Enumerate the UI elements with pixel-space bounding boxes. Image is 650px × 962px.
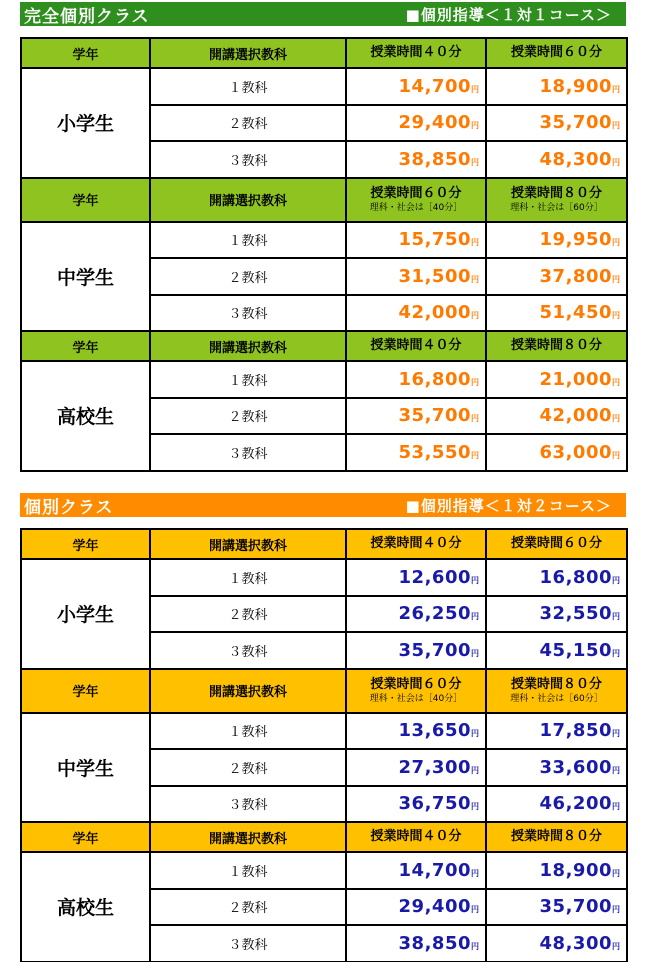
price-value: 29,400 [398,896,471,918]
time2-header [486,178,627,222]
time2-label: 授業時間８０分 [510,185,602,201]
time2-label: 授業時間８０分 [510,338,602,353]
subjects-cell: ３教科 [150,632,346,669]
price-cell [346,632,486,669]
yen-mark: 円 [471,311,479,321]
grade-header: 学年 [21,669,150,713]
price-value: 19,950 [539,229,612,251]
yen-mark: 円 [612,238,620,248]
header-row [21,669,627,713]
table-row [21,559,627,596]
section-bar-1on2 [20,493,626,517]
price-cell [346,559,486,596]
time1-header [346,669,486,713]
price-value: 36,750 [398,793,471,815]
section-bar-1on1 [20,2,626,26]
grade-cell: 小学生 [21,68,150,178]
price-value: 46,200 [539,793,612,815]
price-value: 15,750 [398,229,471,251]
subjects-header: 開講選択教科 [150,822,346,852]
grade-header: 学年 [21,822,150,852]
section-title: 完全個別クラス [24,6,150,27]
time1-header [346,529,486,559]
price-value: 38,850 [398,148,471,170]
price-value: 17,850 [539,720,612,742]
time2-label: 授業時間８０分 [510,829,602,844]
time2-note: 理科・社会は［60分］ [510,202,603,213]
yen-mark: 円 [612,729,620,739]
time2-header [486,38,627,68]
price-cell [346,749,486,786]
time2-header [486,669,627,713]
subjects-cell: １教科 [150,559,346,596]
yen-mark: 円 [612,802,620,812]
time2-label: 授業時間６０分 [510,45,602,60]
price-cell [346,852,486,889]
price-value: 18,900 [539,75,612,97]
yen-mark: 円 [612,612,620,622]
section-title: 個別クラス [24,497,114,518]
yen-mark: 円 [471,941,479,951]
price-cell [346,925,486,962]
price-value: 35,700 [539,112,612,134]
price-cell [346,434,486,471]
price-cell [486,632,627,669]
yen-mark: 円 [612,121,620,131]
price-cell [346,141,486,178]
header-row [21,178,627,222]
yen-mark: 円 [612,648,620,658]
price-cell [346,398,486,435]
time1-label: 授業時間４０分 [370,829,462,844]
subjects-header: 開講選択教科 [150,331,346,361]
subjects-cell: ３教科 [150,925,346,962]
yen-mark: 円 [471,612,479,622]
price-value: 42,000 [539,405,612,427]
price-cell [486,852,627,889]
price-value: 35,700 [539,896,612,918]
price-cell [486,361,627,398]
price-cell [346,105,486,142]
time1-label: 授業時間６０分 [370,676,462,692]
subjects-header: 開講選択教科 [150,669,346,713]
time1-label: 授業時間４０分 [370,338,462,353]
time1-note: 理科・社会は［40分］ [369,202,463,213]
price-value: 53,550 [398,441,471,463]
table-row [21,713,627,750]
subjects-cell: ３教科 [150,141,346,178]
yen-mark: 円 [471,121,479,131]
time2-header [486,822,627,852]
price-value: 21,000 [539,368,612,390]
yen-mark: 円 [612,84,620,94]
subjects-header: 開講選択教科 [150,529,346,559]
grade-header: 学年 [21,178,150,222]
yen-mark: 円 [471,274,479,284]
yen-mark: 円 [471,84,479,94]
time1-label: 授業時間４０分 [370,45,462,60]
grade-cell: 中学生 [21,713,150,823]
grade-cell: 小学生 [21,559,150,669]
yen-mark: 円 [471,802,479,812]
yen-mark: 円 [471,648,479,658]
price-value: 38,850 [398,932,471,954]
price-cell [486,786,627,823]
time2-label: 授業時間８０分 [510,676,602,692]
course-label: ■個別指導＜１対２コース＞ [405,496,612,515]
price-cell [486,596,627,633]
yen-mark: 円 [612,450,620,460]
table-row [21,68,627,105]
time2-header [486,529,627,559]
yen-mark: 円 [612,311,620,321]
price-cell [346,258,486,295]
grade-cell: 高校生 [21,361,150,471]
subjects-cell: ２教科 [150,398,346,435]
price-cell [486,398,627,435]
subjects-header: 開講選択教科 [150,38,346,68]
time1-header [346,331,486,361]
yen-mark: 円 [612,765,620,775]
yen-mark: 円 [471,729,479,739]
time1-header [346,822,486,852]
yen-mark: 円 [471,377,479,387]
price-cell [346,68,486,105]
subjects-cell: １教科 [150,852,346,889]
price-cell [486,295,627,332]
price-value: 16,800 [398,368,471,390]
time1-note: 理科・社会は［40分］ [369,693,463,704]
price-cell [486,258,627,295]
price-value: 13,650 [398,720,471,742]
yen-mark: 円 [612,905,620,915]
grade-cell: 中学生 [21,222,150,332]
yen-mark: 円 [612,377,620,387]
price-cell [486,434,627,471]
course-label: ■個別指導＜１対１コース＞ [405,5,612,24]
subjects-cell: ２教科 [150,889,346,926]
yen-mark: 円 [471,868,479,878]
price-cell [346,222,486,259]
yen-mark: 円 [612,941,620,951]
price-value: 32,550 [539,603,612,625]
price-value: 48,300 [539,148,612,170]
table-row [21,852,627,889]
price-cell [346,596,486,633]
table-row [21,361,627,398]
price-cell [346,786,486,823]
subjects-cell: １教科 [150,68,346,105]
price-value: 26,250 [398,603,471,625]
price-cell [486,68,627,105]
price-value: 33,600 [539,756,612,778]
grade-header: 学年 [21,529,150,559]
subjects-header: 開講選択教科 [150,178,346,222]
yen-mark: 円 [471,238,479,248]
price-table-1on2 [20,528,628,962]
subjects-cell: ２教科 [150,258,346,295]
yen-mark: 円 [612,868,620,878]
subjects-cell: １教科 [150,361,346,398]
price-cell [486,559,627,596]
price-cell [486,141,627,178]
header-row [21,529,627,559]
subjects-cell: ２教科 [150,596,346,633]
price-value: 16,800 [539,566,612,588]
time1-label: 授業時間４０分 [370,536,462,551]
price-value: 29,400 [398,112,471,134]
price-value: 42,000 [398,302,471,324]
header-row [21,822,627,852]
yen-mark: 円 [612,274,620,284]
yen-mark: 円 [471,414,479,424]
subjects-cell: ２教科 [150,749,346,786]
time2-note: 理科・社会は［60分］ [510,693,603,704]
price-cell [486,925,627,962]
price-value: 37,800 [539,265,612,287]
price-cell [486,105,627,142]
grade-header: 学年 [21,331,150,361]
table-row [21,222,627,259]
price-value: 14,700 [398,859,471,881]
price-value: 35,700 [398,639,471,661]
time1-label: 授業時間６０分 [370,185,462,201]
subjects-cell: １教科 [150,713,346,750]
yen-mark: 円 [471,450,479,460]
subjects-cell: ３教科 [150,295,346,332]
subjects-cell: ２教科 [150,105,346,142]
price-value: 31,500 [398,265,471,287]
subjects-cell: １教科 [150,222,346,259]
time1-header [346,38,486,68]
price-cell [486,222,627,259]
grade-cell: 高校生 [21,852,150,962]
price-value: 12,600 [398,566,471,588]
price-cell [486,749,627,786]
price-value: 45,150 [539,639,612,661]
subjects-cell: ３教科 [150,786,346,823]
yen-mark: 円 [612,414,620,424]
price-cell [346,295,486,332]
yen-mark: 円 [471,905,479,915]
price-value: 48,300 [539,932,612,954]
price-table-1on1 [20,37,628,472]
yen-mark: 円 [471,575,479,585]
price-cell [486,889,627,926]
price-value: 35,700 [398,405,471,427]
price-cell [486,713,627,750]
price-value: 18,900 [539,859,612,881]
yen-mark: 円 [612,157,620,167]
price-value: 27,300 [398,756,471,778]
price-value: 63,000 [539,441,612,463]
header-row [21,331,627,361]
price-cell [346,361,486,398]
price-value: 14,700 [398,75,471,97]
price-value: 51,450 [539,302,612,324]
yen-mark: 円 [471,157,479,167]
time1-header [346,178,486,222]
time2-header [486,331,627,361]
subjects-cell: ３教科 [150,434,346,471]
price-cell [346,889,486,926]
yen-mark: 円 [612,575,620,585]
price-cell [346,713,486,750]
time2-label: 授業時間６０分 [510,536,602,551]
yen-mark: 円 [471,765,479,775]
header-row [21,38,627,68]
grade-header: 学年 [21,38,150,68]
